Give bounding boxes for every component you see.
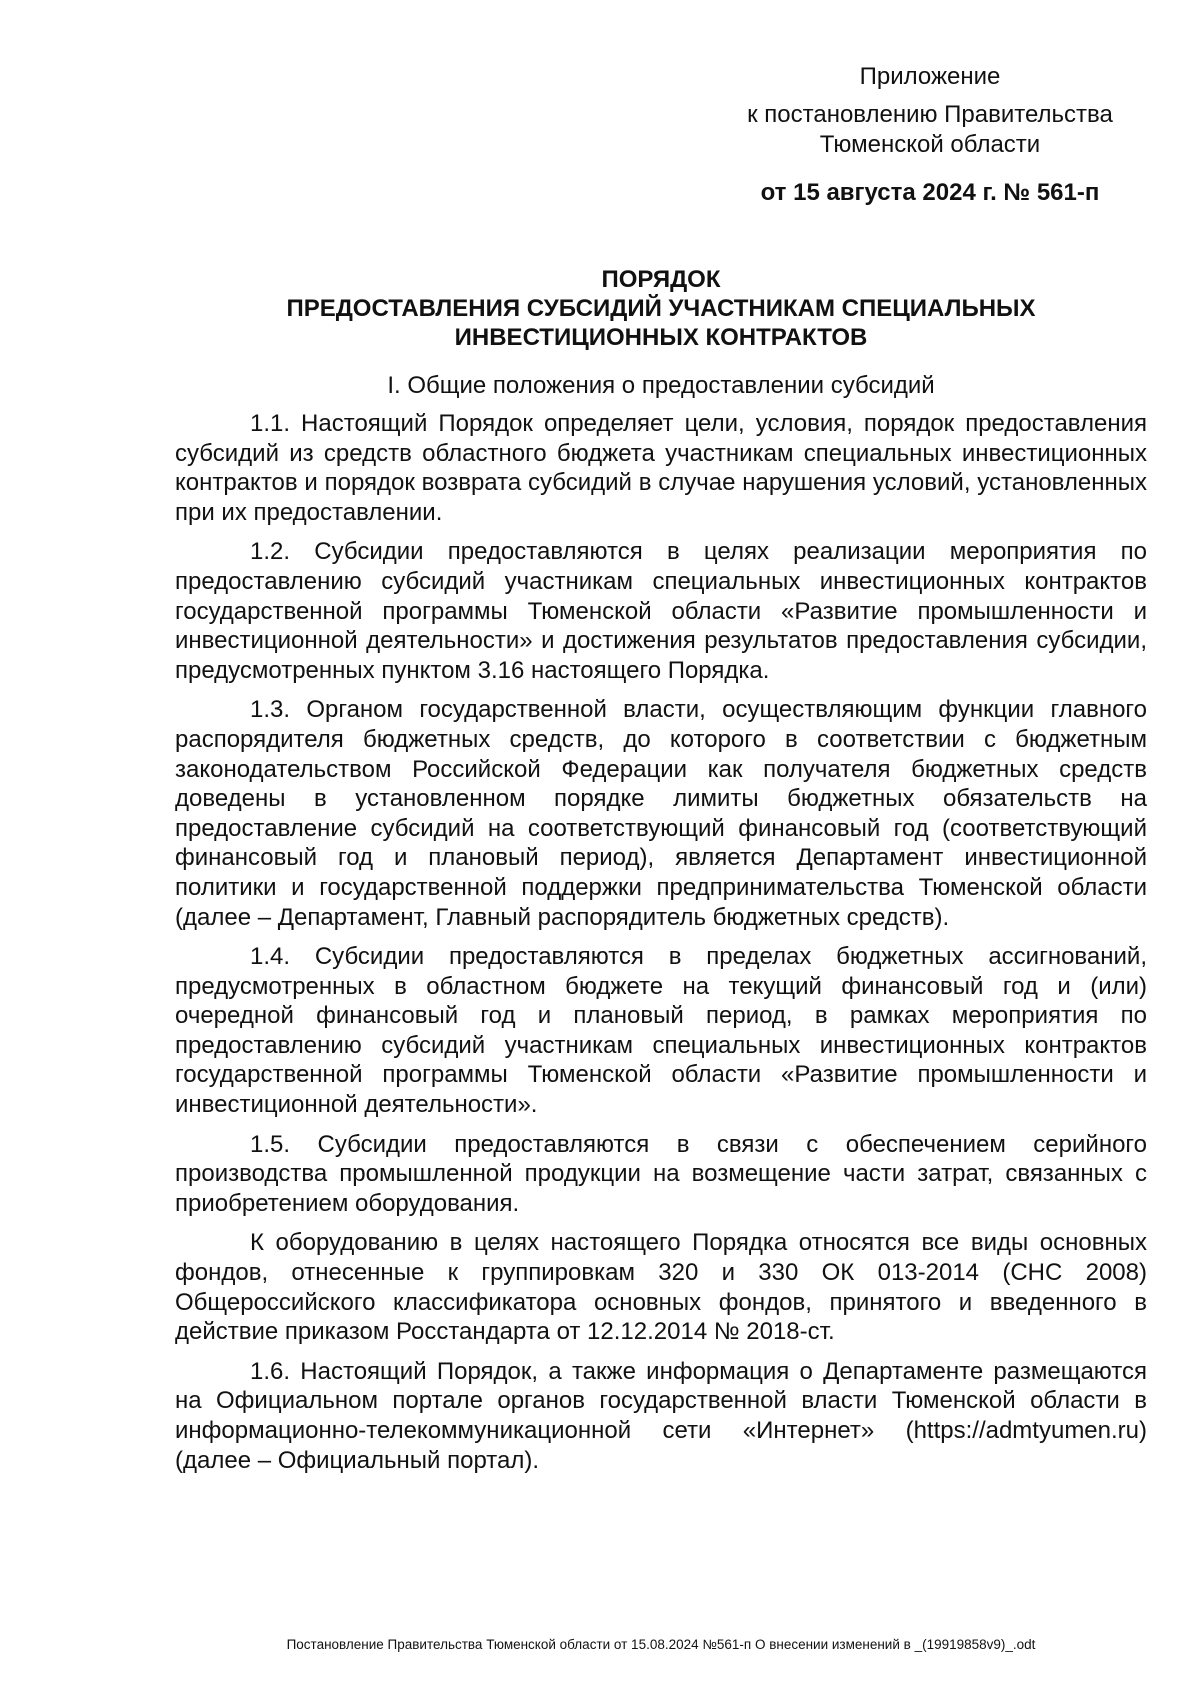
paragraph-equipment: К оборудованию в целях настоящего Порядка относятся все виды основных фондов, отнесенные к группировкам 320 и 330 ОК 013-2014 (СНС 2008) Общероссийского классификатора основных фондов, принятого и введенного в действие приказом Росстандарта от 12.12.2014 № 2018-ст. <box>175 1229 1147 1346</box>
appendix-region-line: Тюменской области <box>819 131 1041 158</box>
appendix-date-number: от 15 августа 2024 г. № 561-п <box>760 179 1100 206</box>
paragraph-1-4: 1.4. Субсидии предоставляются в пределах бюджетных ассигнований, предусмотренных в областном бюджете на текущий финансовый год и (или) очередной финансовый год и плановый период, в рамках мероприятия по предоставлению субсидий участникам специальных инвестиционных контрактов государственной программы Тюменской области «Развитие промышленности и инвестиционной деятельности». <box>175 943 1147 1119</box>
paragraph-1-2: 1.2. Субсидии предоставляются в целях реализации мероприятия по предоставлению субсидий участникам специальных инвестиционных контрактов государственной программы Тюменской области «Развитие промышленности и инвестиционной деятельности» и достижения результатов предоставления субсидии, предусмотренных пунктом 3.16 настоящего Порядка. <box>175 538 1147 684</box>
paragraph-1-1: 1.1. Настоящий Порядок определяет цели, условия, порядок предоставления субсидий из средств областного бюджета участникам специальных инвестиционных контрактов и порядок возврата субсидий в случае нарушения условий, установленных при их предоставлении. <box>175 410 1147 526</box>
page-footer: Постановление Правительства Тюменской области от 15.08.2024 №561-п О внесении изменений в _(19919858v9)_.odt <box>286 1637 1036 1652</box>
title-line-1: ПОРЯДОК <box>601 266 721 293</box>
document-title <box>175 265 1147 352</box>
appendix-label: Приложение <box>859 63 1001 90</box>
paragraph-1-5: 1.5. Субсидии предоставляются в связи с обеспечением серийного производства промышленной продукции на возмещение части затрат, связанных с приобретением оборудования. <box>175 1130 1147 1217</box>
title-line-2: ПРЕДОСТАВЛЕНИЯ СУБСИДИЙ УЧАСТНИКАМ СПЕЦИАЛЬНЫХ <box>286 295 1036 322</box>
paragraph-1-6: 1.6. Настоящий Порядок, а также информация о Департаменте размещаются на Официальном портале органов государственной власти Тюменской области в информационно-телекоммуникационной сети «Интернет» (https://admtyumen.ru) (далее – Официальный портал). <box>175 1357 1147 1474</box>
paragraph-1-3: 1.3. Органом государственной власти, осуществляющим функции главного распорядителя бюджетных средств, до которого в соответствии с бюджетным законодательством Российской Федерации как получателя бюджетных средств доведены в установленном порядке лимиты бюджетных обязательств на предоставление субсидий на соответствующий финансовый год (соответствующий финансовый год и плановый период), является Департамент инвестиционной политики и государственной поддержки предпринимательства Тюменской области (далее – Департамент, Главный распорядитель бюджетных средств). <box>175 696 1147 931</box>
section-heading: I. Общие положения о предоставлении субсидий <box>387 372 935 399</box>
appendix-decree-line: к постановлению Правительства <box>747 101 1113 128</box>
title-line-3: ИНВЕСТИЦИОННЫХ КОНТРАКТОВ <box>454 324 868 351</box>
document-body <box>175 409 1147 1485</box>
appendix-header <box>700 62 1160 208</box>
